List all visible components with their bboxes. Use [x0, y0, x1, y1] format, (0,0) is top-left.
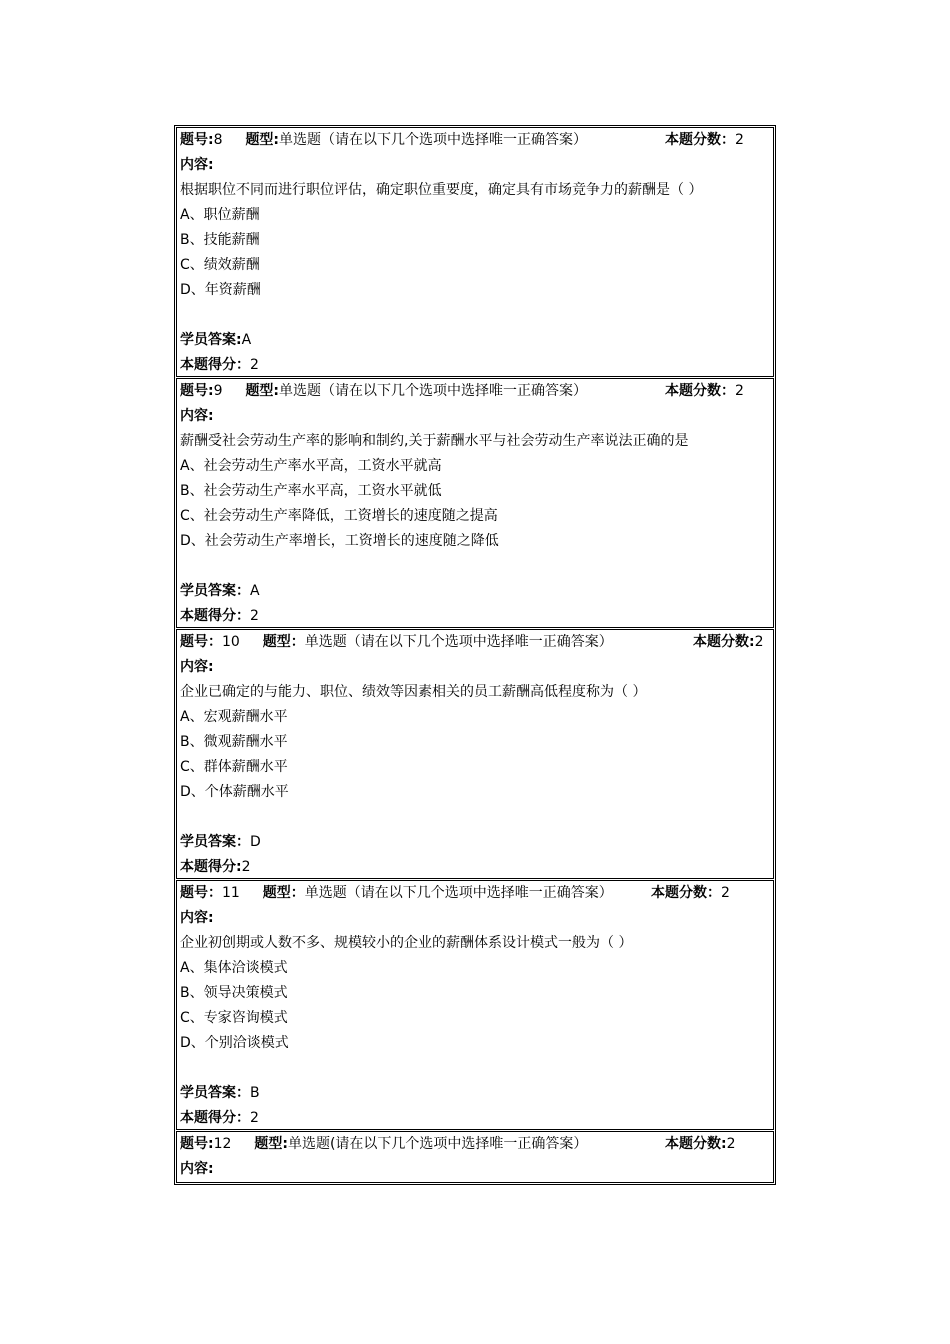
option-c: C、专家咨询模式 — [180, 1010, 288, 1026]
question-type-label: 题型： — [262, 634, 305, 650]
score-label: 本题分数： — [665, 132, 735, 148]
question-type: 单选题（请在以下几个选项中选择唯一正确答案） — [279, 383, 588, 399]
question-number-label: 题号： — [180, 885, 222, 901]
spacer — [177, 1056, 773, 1081]
student-answer-label: 学员答案： — [180, 1085, 250, 1101]
question-block — [176, 127, 774, 377]
question-header — [177, 881, 773, 906]
points-earned: 2 — [250, 608, 259, 624]
score-value: 2 — [726, 1136, 736, 1152]
question-number-label: 题号: — [180, 132, 214, 148]
question-number: 10 — [222, 634, 240, 650]
question-stem: 薪酬受社会劳动生产率的影响和制约,关于薪酬水平与社会劳动生产率说法正确的是 — [180, 433, 689, 449]
score-value: 2 — [735, 132, 744, 148]
question-header — [177, 128, 773, 153]
option-a: A、职位薪酬 — [180, 207, 260, 223]
score-value: 2 — [735, 383, 744, 399]
question-stem: 根据职位不同而进行职位评估，确定职位重要度，确定具有市场竞争力的薪酬是（ ） — [180, 182, 703, 198]
spacer — [177, 303, 773, 328]
student-answer: A — [241, 332, 252, 348]
student-answer-label: 学员答案： — [180, 583, 250, 599]
option-b: B、领导决策模式 — [180, 985, 288, 1001]
question-number-label: 题号: — [180, 1136, 214, 1152]
option-c: C、群体薪酬水平 — [180, 759, 288, 775]
score-label: 本题分数： — [665, 383, 735, 399]
option-b: B、微观薪酬水平 — [180, 734, 288, 750]
points-earned-label: 本题得分： — [180, 608, 250, 624]
option-a: A、社会劳动生产率水平高，工资水平就高 — [180, 458, 442, 474]
option-a: A、宏观薪酬水平 — [180, 709, 288, 725]
question-table — [174, 125, 776, 1185]
question-block — [176, 880, 774, 1130]
question-number-label: 题号： — [180, 634, 222, 650]
question-number: 9 — [213, 383, 223, 399]
question-type: 单选题（请在以下几个选项中选择唯一正确答案） — [279, 132, 588, 148]
points-earned-label: 本题得分： — [180, 357, 250, 373]
points-earned: 2 — [241, 859, 251, 875]
question-stem: 企业已确定的与能力、职位、绩效等因素相关的员工薪酬高低程度称为（ ） — [180, 684, 647, 700]
student-answer: B — [250, 1085, 260, 1101]
option-d: D、年资薪酬 — [180, 282, 261, 298]
question-number-label: 题号: — [180, 383, 214, 399]
question-block — [176, 1131, 774, 1183]
question-number: 12 — [213, 1136, 232, 1152]
points-earned-label: 本题得分: — [180, 859, 242, 875]
score-value: 2 — [754, 634, 764, 650]
question-type-label: 题型: — [245, 383, 280, 399]
score-label: 本题分数: — [693, 634, 755, 650]
option-a: A、集体洽谈模式 — [180, 960, 288, 976]
question-type: 单选题（请在以下几个选项中选择唯一正确答案） — [304, 885, 613, 901]
option-d: D、个体薪酬水平 — [180, 784, 289, 800]
content-label: 内容: — [180, 910, 214, 926]
student-answer-label: 学员答案: — [180, 332, 242, 348]
option-c: C、绩效薪酬 — [180, 257, 260, 273]
content-label: 内容: — [180, 157, 214, 173]
question-type-label: 题型: — [245, 132, 280, 148]
question-block — [176, 378, 774, 628]
question-type-label: 题型: — [254, 1136, 288, 1152]
option-d: D、个别洽谈模式 — [180, 1035, 289, 1051]
question-number: 11 — [222, 885, 240, 901]
content-label: 内容: — [180, 1161, 214, 1177]
question-header — [177, 630, 773, 655]
score-value: 2 — [721, 885, 730, 901]
points-earned: 2 — [250, 1110, 259, 1126]
question-type: 单选题（请在以下几个选项中选择唯一正确答案） — [304, 634, 613, 650]
spacer — [177, 554, 773, 579]
question-type-label: 题型： — [262, 885, 305, 901]
question-header — [177, 1132, 773, 1157]
option-d: D、社会劳动生产率增长，工资增长的速度随之降低 — [180, 533, 499, 549]
question-number: 8 — [213, 132, 223, 148]
points-earned-label: 本题得分： — [180, 1110, 250, 1126]
option-b: B、社会劳动生产率水平高，工资水平就低 — [180, 483, 442, 499]
student-answer: D — [250, 834, 261, 850]
question-stem: 企业初创期或人数不多、规模较小的企业的薪酬体系设计模式一般为（ ） — [180, 935, 633, 951]
option-c: C、社会劳动生产率降低，工资增长的速度随之提高 — [180, 508, 498, 524]
question-type: 单选题(请在以下几个选项中选择唯一正确答案） — [287, 1136, 588, 1152]
points-earned: 2 — [250, 357, 259, 373]
question-header — [177, 379, 773, 404]
score-label: 本题分数: — [665, 1136, 727, 1152]
score-label: 本题分数： — [651, 885, 721, 901]
option-b: B、技能薪酬 — [180, 232, 260, 248]
content-label: 内容: — [180, 408, 214, 424]
student-answer: A — [250, 583, 260, 599]
spacer — [177, 805, 773, 830]
content-label: 内容: — [180, 659, 214, 675]
student-answer-label: 学员答案： — [180, 834, 250, 850]
question-block — [176, 629, 774, 879]
